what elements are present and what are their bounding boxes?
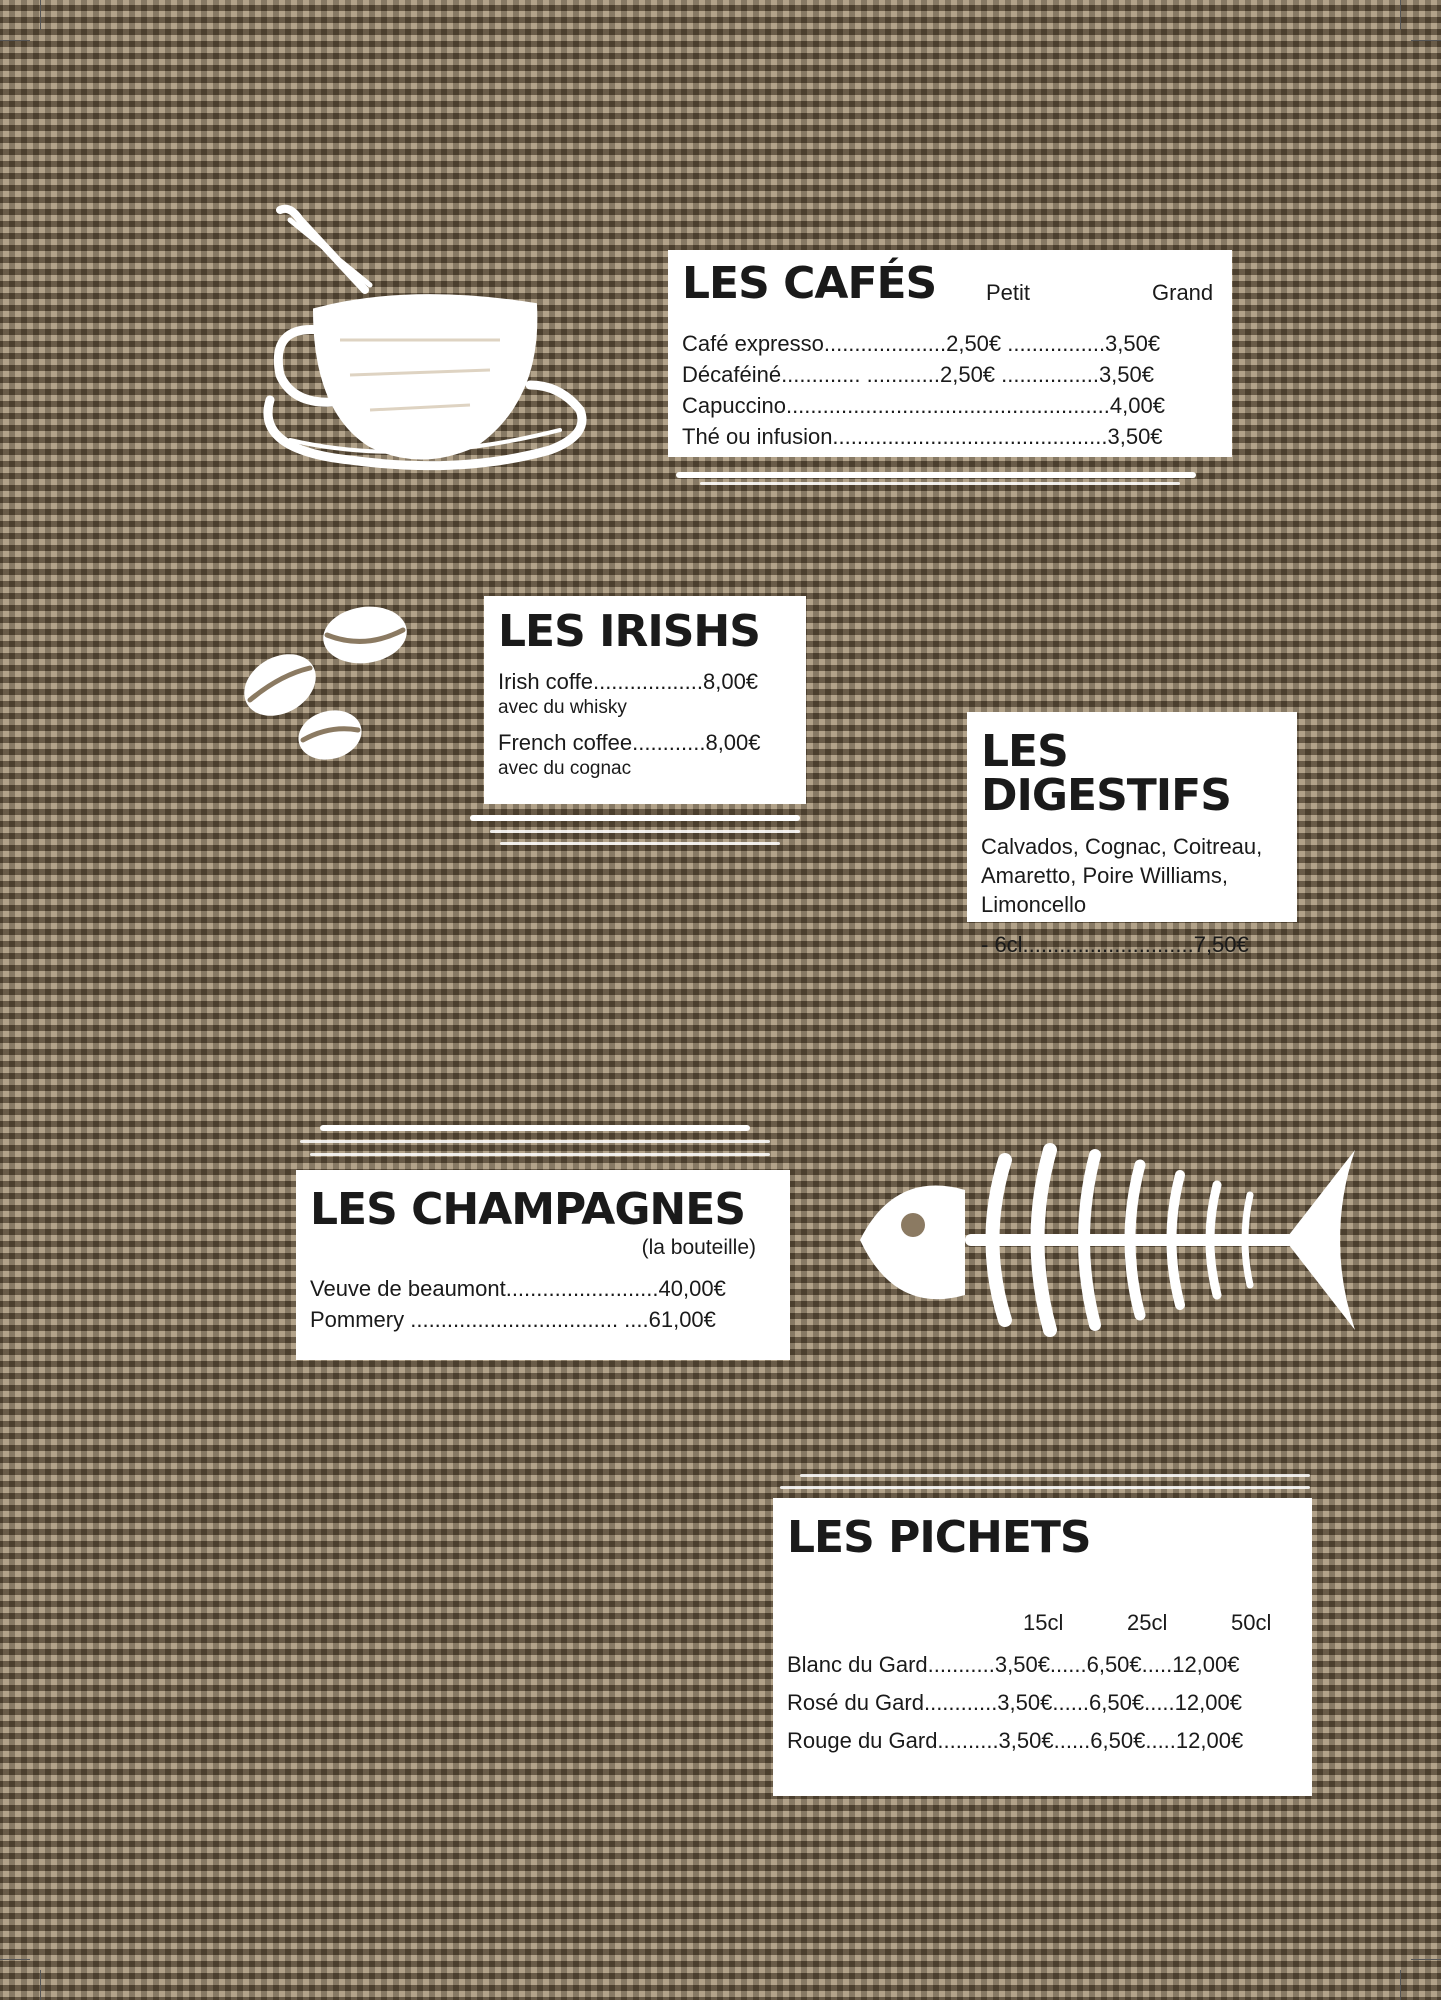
list-item: Décaféiné............. ............2,50€ ................3,50€: [682, 362, 1155, 387]
cafes-col-grand: Grand: [1152, 280, 1214, 305]
cafes-list: [682, 328, 1218, 452]
champagnes-list: [310, 1273, 776, 1335]
pichets-col-50cl: 50cl: [1231, 1610, 1272, 1635]
list-item-note: avec du cognac: [498, 758, 632, 779]
cafes-title: LES CAFÉS: [682, 258, 937, 309]
list-item: Irish coffe..................8,00€: [498, 669, 759, 694]
list-item: Capuccino.....................................................4,00€: [682, 393, 1165, 418]
list-item: Thé ou infusion.............................................3,50€: [682, 424, 1163, 449]
pichets-title: LES PICHETS: [787, 1512, 1091, 1563]
digestifs-description: Calvados, Cognac, Coitreau,: [981, 834, 1263, 859]
crop-mark-tr-v: [1400, 0, 1401, 30]
irishs-card: [484, 596, 806, 804]
list-item: Pommery .................................. ....61,00€: [310, 1307, 716, 1332]
crop-mark-bl-h: [0, 1959, 30, 1960]
champagnes-card: [296, 1170, 790, 1360]
cafes-card: [668, 250, 1232, 457]
digestifs-title: LES DIGESTIFS: [981, 726, 1231, 821]
digestifs-description: Limoncello: [981, 892, 1087, 917]
digestifs-card: [967, 712, 1297, 957]
crop-mark-br-h: [1411, 1959, 1441, 1960]
list-item: French coffee............8,00€: [498, 730, 761, 755]
brush-stroke: [470, 815, 800, 821]
list-item-note: avec du whisky: [498, 697, 627, 718]
irishs-title: LES IRISHS: [498, 606, 760, 657]
brush-stroke: [676, 472, 1196, 478]
irishs-list: [498, 666, 792, 780]
list-item: Veuve de beaumont.........................40,00€: [310, 1276, 726, 1301]
coffee-beans-icon: [225, 600, 425, 770]
pichets-list: [787, 1646, 1243, 1760]
crop-mark-bl-v: [40, 1970, 41, 2000]
brush-stroke: [490, 830, 800, 833]
fish-bone-icon: [855, 1130, 1355, 1340]
list-item: Blanc du Gard...........3,50€......6,50€.....12,00€: [787, 1652, 1240, 1677]
pichets-col-15cl: 15cl: [1023, 1610, 1064, 1635]
brush-stroke: [800, 1474, 1310, 1477]
brush-stroke: [310, 1153, 770, 1156]
digestifs-price: - 6cl............................7,50€: [981, 932, 1249, 957]
brush-stroke: [320, 1125, 750, 1131]
coffee-cup-icon: [260, 200, 600, 485]
pichets-card: [773, 1498, 1312, 1796]
brush-stroke: [500, 842, 780, 845]
digestifs-body: [981, 832, 1283, 960]
brush-stroke: [300, 1140, 770, 1143]
list-item: Rosé du Gard............3,50€......6,50€.....12,00€: [787, 1690, 1242, 1715]
digestifs-description: Amaretto, Poire Williams,: [981, 863, 1228, 888]
cafes-col-petit: Petit: [986, 280, 1031, 305]
brush-stroke: [780, 1486, 1310, 1489]
champagnes-title: LES CHAMPAGNES: [310, 1184, 746, 1235]
crop-mark-br-v: [1400, 1970, 1401, 2000]
champagnes-subtitle: (la bouteille): [641, 1236, 756, 1259]
brush-stroke: [700, 482, 1180, 485]
list-item: Rouge du Gard..........3,50€......6,50€.....12,00€: [787, 1728, 1244, 1753]
crop-mark-tl-v: [40, 0, 41, 30]
pichets-col-25cl: 25cl: [1127, 1610, 1168, 1635]
crop-mark-tr-h: [1411, 40, 1441, 41]
list-item: Café expresso....................2,50€ ................3,50€: [682, 331, 1161, 356]
crop-mark-tl-h: [0, 40, 30, 41]
